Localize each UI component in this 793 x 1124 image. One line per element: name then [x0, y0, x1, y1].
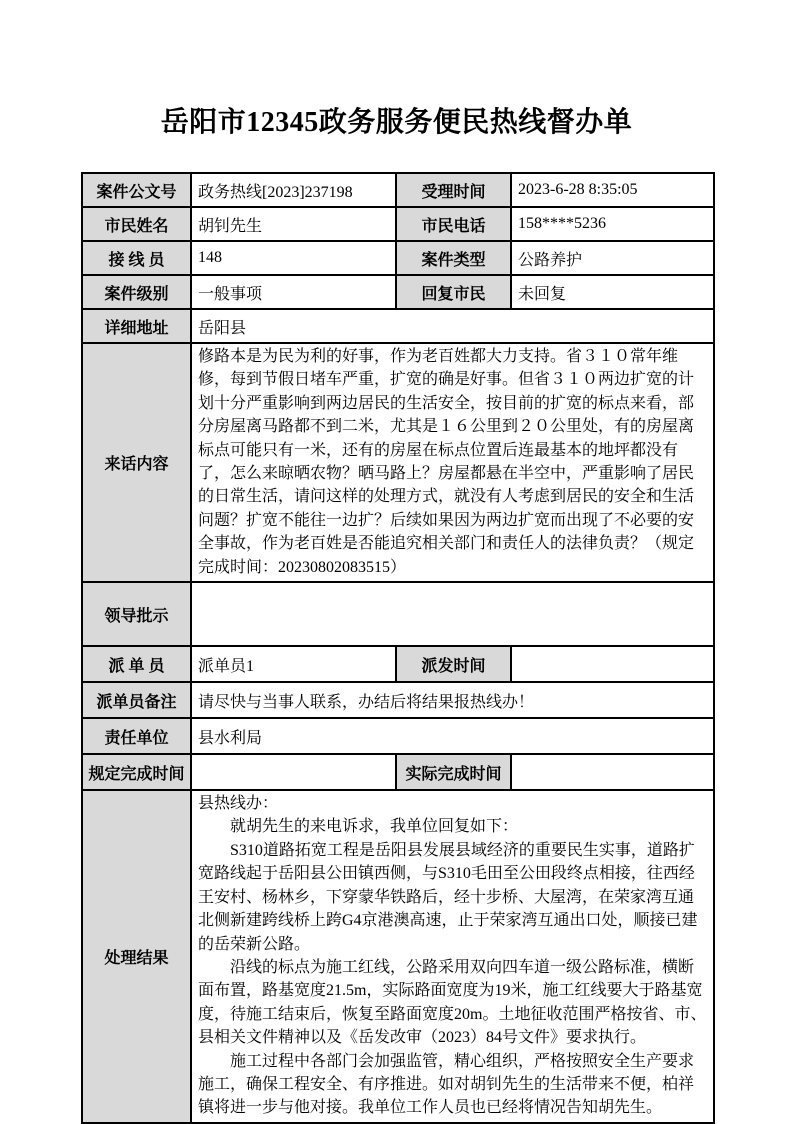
accept-time-value: 2023-6-28 8:35:05: [511, 173, 714, 207]
citizen-name-label: 市民姓名: [82, 207, 191, 241]
dispatcher-label: 派 单 员: [82, 646, 191, 682]
leader-comment-label: 领导批示: [82, 582, 191, 646]
dispatcher-note-label: 派单员备注: [82, 682, 191, 718]
result-value: [191, 790, 714, 1123]
required-completion-time-label: 规定完成时间: [82, 754, 191, 790]
row-case-level: [82, 275, 714, 309]
case-number-value: 政务热线[2023]237198: [191, 173, 396, 207]
accept-time-label: 受理时间: [396, 173, 511, 207]
row-leader-comment: [82, 582, 714, 646]
actual-completion-time-value: [511, 754, 714, 790]
page-title: 岳阳市12345政务服务便民热线督办单: [160, 107, 633, 138]
row-call-content: [82, 343, 714, 582]
call-content-value: [191, 343, 714, 582]
responsible-unit-label: 责任单位: [82, 718, 191, 754]
case-type-value: 公路养护: [511, 241, 714, 275]
result-label: 处理结果: [82, 790, 191, 1123]
dispatcher-value: 派单员1: [191, 646, 396, 682]
operator-label: 接 线 员: [82, 241, 191, 275]
call-content-label: 来话内容: [82, 343, 191, 582]
dispatcher-note-value: 请尽快与当事人联系，办结后将结果报热线办！: [191, 682, 714, 718]
row-completion-time: [82, 754, 714, 790]
row-result: [82, 790, 714, 1123]
row-case-number: [82, 173, 714, 207]
row-responsible-unit: [82, 718, 714, 754]
required-completion-time-value: [191, 754, 396, 790]
row-citizen: [82, 207, 714, 241]
citizen-name-value: 胡钊先生: [191, 207, 396, 241]
row-dispatcher-note: [82, 682, 714, 718]
row-operator: [82, 241, 714, 275]
actual-completion-time-label: 实际完成时间: [396, 754, 511, 790]
responsible-unit-value: 县水利局: [191, 718, 714, 754]
dispatch-time-label: 派发时间: [396, 646, 511, 682]
result-paragraph-5: 施工过程中各部门会加强监管，精心组织，严格按照安全生产要求施工，确保工程安全、有序推进。如对胡钊先生的生活带来不便，柏祥镇将进一步与他对接。我单位工作人员也已经将情况告知胡先生。: [198, 1052, 695, 1117]
case-level-label: 案件级别: [82, 275, 191, 309]
operator-value: 148: [191, 241, 396, 275]
row-dispatcher: [82, 646, 714, 682]
address-value: 岳阳县: [191, 309, 714, 343]
case-level-value: 一般事项: [191, 275, 396, 309]
result-paragraph-3: S310道路拓宽工程是岳阳县发展县域经济的重要民生实事，道路扩宽路线起于岳阳县公田镇西侧，与S310毛田至公田段终点相接，往西经王安村、杨林乡，下穿蒙华铁路后，经十步桥、大屋湾，在荣家湾互通北侧新建跨线桥上跨G4京港澳高速，止于荣家湾互通出口处，顺接已建的岳荣新公路。: [198, 841, 698, 953]
case-type-label: 案件类型: [396, 241, 511, 275]
result-paragraph-1: 县热线办：: [198, 795, 279, 813]
leader-comment-value: [191, 582, 714, 646]
reply-citizen-label: 回复市民: [396, 275, 511, 309]
hotline-supervision-form: [81, 172, 715, 1124]
address-label: 详细地址: [82, 309, 191, 343]
result-paragraph-2: 就胡先生的来电诉求，我单位回复如下：: [198, 818, 519, 836]
citizen-phone-value: 158****5236: [511, 207, 714, 241]
reply-citizen-value: 未回复: [511, 275, 714, 309]
call-content-text: 修路本是为民为利的好事，作为老百姓都大力支持。省３１０常年维修，每到节假日堵车严重，扩宽的确是好事。但省３１０两边扩宽的计划十分严重影响到两边居民的生活安全，按目前的扩宽的标点来看，部分房屋离马路都不到二米，尤其是１６公里到２０公里处，有的房屋离标点可能只有一米，还有的房屋在标点位置后连最基本的地坪都没有了，怎么来晾晒农物？晒马路上？房屋都悬在半空中，严重影响了居民的日常生活，请问这样的处理方式，就没有人考虑到居民的安全和生活问题？扩宽不能往一边扩？后续如果因为两边扩宽而出现了不必要的安全事故，作为老百姓是否能追究相关部门和责任人的法律负责？（规定完成时间：20230802083515）: [198, 348, 695, 576]
case-number-label: 案件公文号: [82, 173, 191, 207]
dispatch-time-value: [511, 646, 714, 682]
citizen-phone-label: 市民电话: [396, 207, 511, 241]
row-address: [82, 309, 714, 343]
result-paragraph-4: 沿线的标点为施工红线，公路采用双向四车道一级公路标准，横断面布置，路基宽度21.5m，实际路面宽度为19米，施工红线要大于路基宽度，待施工结束后，恢复至路面宽度20m。土地征收范围严格按省、市、县相关文件精神以及《岳发改审（2023）84号文件》要求执行。: [198, 958, 707, 1047]
